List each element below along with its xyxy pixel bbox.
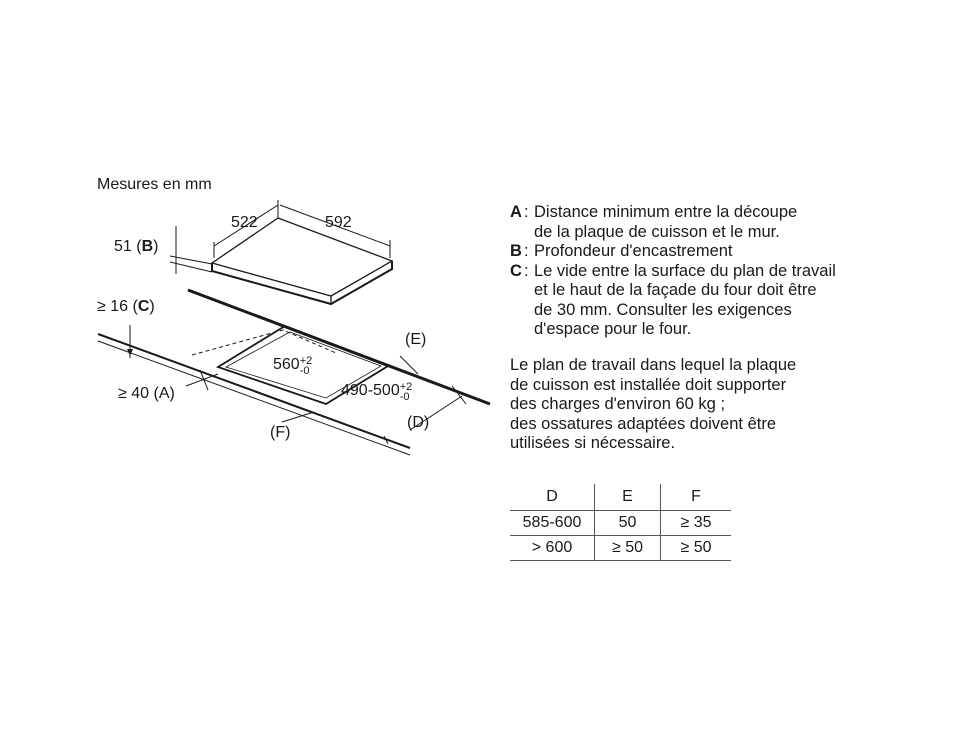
table-row — [510, 511, 731, 536]
table-cell: 585-600 — [510, 511, 595, 536]
dim-height: 51 (B) — [114, 238, 159, 255]
load-note: Le plan de travail dans lequel la plaque de cuisson est installée doit supporter des charges d'environ 60 kg ; des ossatures adaptées doivent être utilisées si nécessaire. — [510, 356, 797, 452]
cooktop-edge — [212, 261, 392, 304]
dim-label-f: (F) — [270, 424, 291, 441]
dim-label-d: (D) — [407, 414, 430, 431]
table-row — [510, 536, 731, 561]
table-header-d: D — [546, 488, 558, 505]
legend-text-a: Distance minimum entre la découpe de la plaque de cuisson et le mur. — [534, 203, 798, 241]
legend-item-c: C : Le vide entre la surface du plan de travail et le haut de la façade du four doit être de 30 mm. Consulter les exigences d'espace pour le four. — [510, 261, 836, 338]
legend-text-b: Profondeur d'encastrement — [534, 242, 733, 260]
table-header-row — [510, 484, 731, 511]
legend — [510, 203, 836, 340]
dim-cutout-depth-value: 490-500 — [341, 382, 400, 399]
dim-height-key: B — [141, 238, 154, 255]
legend-item-a: A : Distance minimum entre la découpe de la plaque de cuisson et le mur. — [510, 203, 798, 241]
dim-wall-gap-key: C — [137, 298, 150, 315]
legend-key-c: C — [510, 261, 522, 280]
legend-key-a: A — [510, 203, 522, 221]
dim-cutout-width-tol-plus: +2 — [299, 355, 313, 367]
table-cell: ≥ 35 — [661, 511, 732, 536]
clearance-table — [510, 484, 731, 561]
table-cell: ≥ 50 — [595, 536, 661, 561]
legend-text-c: Le vide entre la surface du plan de travail et le haut de la façade du four doit être de 30 mm. Consulter les exigences d'espace pour le four. — [534, 261, 836, 338]
table-cell: ≥ 50 — [661, 536, 732, 561]
dim-wall-gap: ≥ 16 (C) — [97, 298, 155, 315]
dim-cutout-depth-tol-plus: +2 — [399, 381, 413, 393]
legend-item-b: B : Profondeur d'encastrement — [510, 242, 733, 260]
dim-width: 522 — [231, 214, 258, 231]
dim-front-gap-key: A — [158, 385, 170, 402]
dim-depth: 592 — [325, 214, 352, 231]
table-header-f: F — [661, 484, 732, 511]
guide-dashed — [192, 330, 336, 355]
dim-label-e: (E) — [405, 331, 427, 348]
dim-cutout-depth — [341, 382, 412, 402]
dim-cutout-depth-tol-minus: -0 — [399, 391, 410, 403]
dim-cutout-width — [273, 356, 312, 376]
table-cell: > 600 — [510, 536, 595, 561]
dim-wall-gap-value: ≥ 16 — [97, 298, 129, 315]
dim-height-value: 51 — [114, 238, 132, 255]
dim-front-gap: ≥ 40 (A) — [118, 385, 175, 402]
table-header-e: E — [595, 484, 661, 511]
dim-cutout-width-tol-minus: -0 — [299, 365, 310, 377]
legend-key-b: B — [510, 242, 522, 260]
dim-front-gap-value: ≥ 40 — [118, 385, 150, 402]
dim-cutout-width-value: 560 — [273, 356, 300, 373]
diagram-title: Mesures en mm — [97, 176, 212, 193]
table-cell: 50 — [595, 511, 661, 536]
